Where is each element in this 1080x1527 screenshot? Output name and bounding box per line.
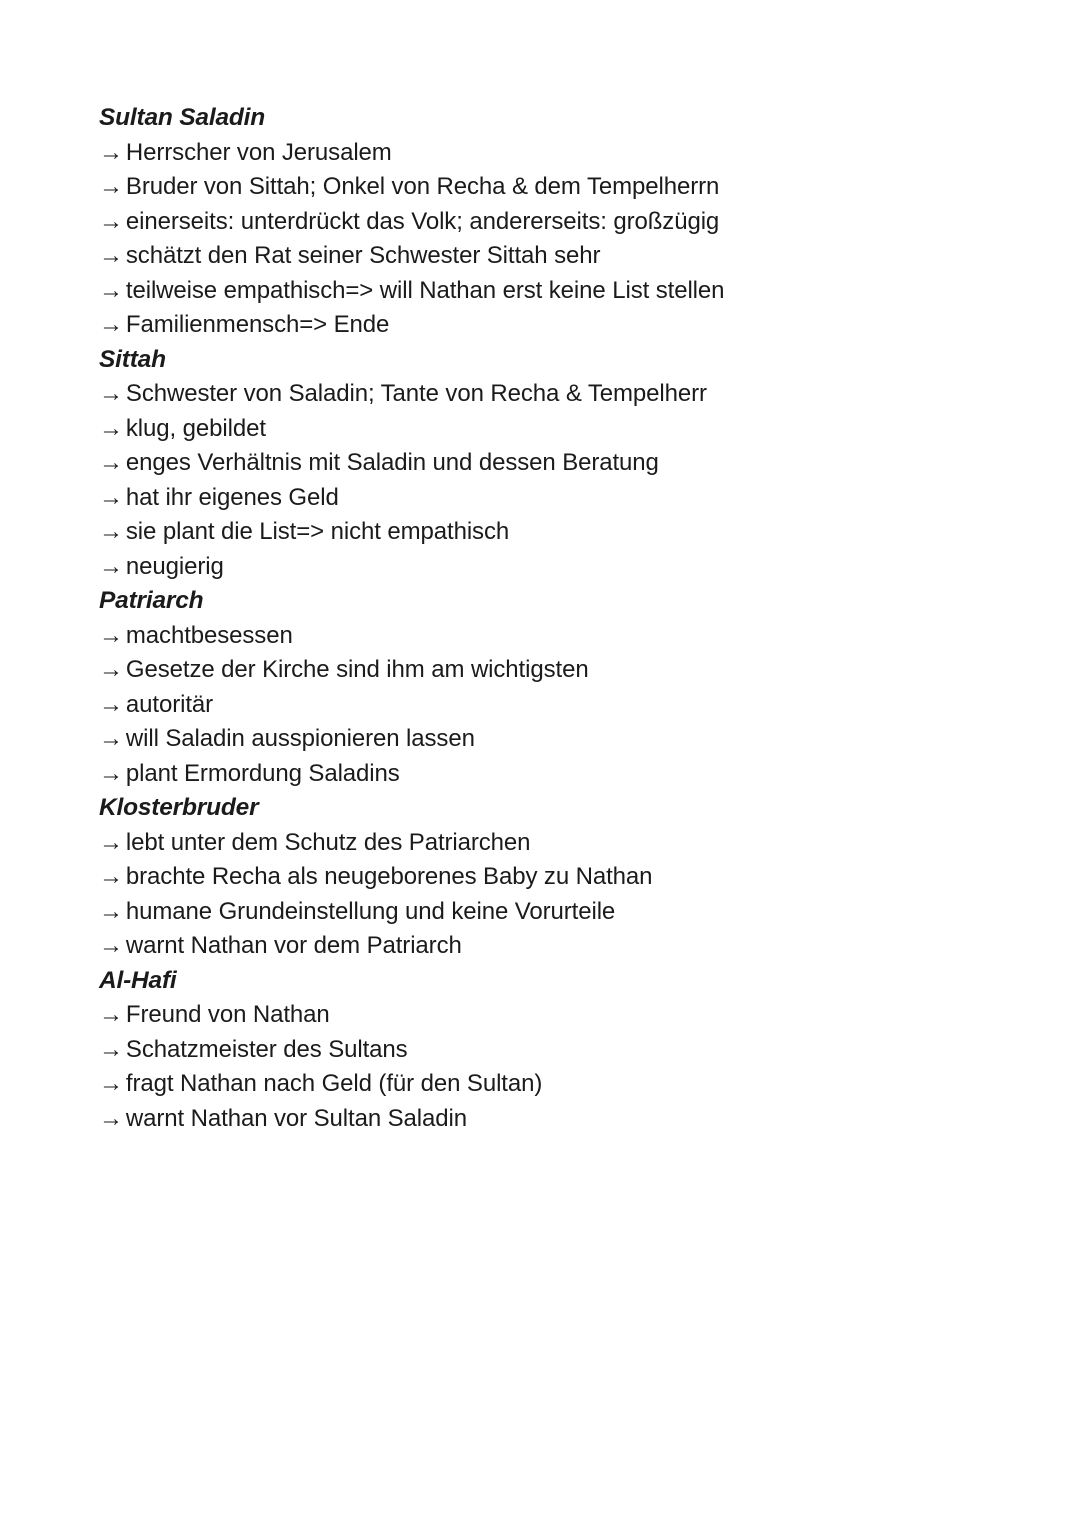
arrow-icon: →: [99, 863, 123, 890]
arrow-icon: →: [99, 759, 123, 787]
list-item-text: warnt Nathan vor dem Patriarch: [125, 932, 462, 959]
list-item-text: neugierig: [125, 552, 224, 580]
arrow-icon: →: [99, 552, 123, 580]
list-item: [99, 826, 1010, 861]
list-item-text: Schwester von Saladin; Tante von Recha & Tempelherr: [125, 380, 707, 407]
section-heading: Patriarch: [99, 587, 204, 614]
list-item-text: Gesetze der Kirche sind ihm am wichtigsten: [125, 656, 589, 683]
list-item-text: enges Verhältnis mit Saladin und dessen Beratung: [125, 449, 659, 476]
list-item: [99, 412, 1010, 447]
list-item-text: autoritär: [125, 690, 214, 718]
arrow-icon: →: [99, 449, 123, 476]
character-section: [99, 791, 1010, 964]
character-section: [99, 343, 1010, 585]
list-item: [99, 688, 1010, 723]
list-item: [99, 757, 1010, 792]
arrow-icon: →: [99, 1070, 123, 1097]
list-item-text: Familienmensch=> Ende: [125, 311, 390, 338]
list-item: [99, 1067, 1010, 1102]
character-section: [99, 584, 1010, 791]
list-item-text: humane Grundeinstellung und keine Vorurteile: [125, 897, 616, 925]
list-item-text: teilweise empathisch=> will Nathan erst keine List stellen: [125, 276, 725, 304]
section-heading: Sultan Saladin: [99, 104, 266, 131]
list-item-text: fragt Nathan nach Geld (für den Sultan): [125, 1070, 543, 1097]
arrow-icon: →: [99, 621, 123, 649]
arrow-icon: →: [99, 518, 123, 545]
character-section: [99, 101, 1010, 343]
list-item: [99, 1102, 1010, 1137]
list-item-text: klug, gebildet: [125, 414, 266, 442]
list-item-text: hat ihr eigenes Geld: [125, 483, 339, 511]
notes-page: [99, 101, 1010, 1136]
arrow-icon: →: [99, 656, 123, 683]
list-item: [99, 515, 1010, 550]
list-item: [99, 481, 1010, 516]
arrow-icon: →: [99, 828, 123, 856]
list-item: [99, 860, 1010, 895]
arrow-icon: →: [99, 311, 123, 338]
list-item-text: Bruder von Sittah; Onkel von Recha & dem Tempelherrn: [125, 173, 720, 200]
arrow-icon: →: [99, 690, 123, 718]
list-item-text: Schatzmeister des Sultans: [125, 1035, 408, 1063]
list-item: [99, 377, 1010, 412]
list-item: [99, 998, 1010, 1033]
arrow-icon: →: [99, 483, 123, 511]
list-item-text: machtbesessen: [125, 621, 293, 649]
list-item: [99, 205, 1010, 240]
list-item: [99, 550, 1010, 585]
arrow-icon: →: [99, 1104, 123, 1132]
list-item-text: Freund von Nathan: [125, 1001, 330, 1028]
list-item: [99, 170, 1010, 205]
list-item: [99, 136, 1010, 171]
arrow-icon: →: [99, 414, 123, 442]
arrow-icon: →: [99, 276, 123, 304]
list-item: [99, 274, 1010, 309]
section-heading: Klosterbruder: [99, 794, 259, 821]
list-item: [99, 929, 1010, 964]
list-item: [99, 619, 1010, 654]
arrow-icon: →: [99, 207, 123, 235]
list-item: [99, 239, 1010, 274]
list-item: [99, 895, 1010, 930]
character-section: [99, 964, 1010, 1137]
arrow-icon: →: [99, 173, 123, 200]
list-item: [99, 446, 1010, 481]
section-heading: Al-Hafi: [99, 966, 177, 994]
list-item-text: plant Ermordung Saladins: [125, 759, 400, 787]
list-item-text: sie plant die List=> nicht empathisch: [125, 518, 510, 545]
list-item: [99, 1033, 1010, 1068]
list-item: [99, 653, 1010, 688]
arrow-icon: →: [99, 138, 123, 166]
arrow-icon: →: [99, 1001, 123, 1028]
list-item-text: schätzt den Rat seiner Schwester Sittah sehr: [125, 242, 601, 269]
arrow-icon: →: [99, 725, 123, 752]
list-item-text: einerseits: unterdrückt das Volk; andererseits: großzügig: [125, 207, 720, 235]
list-item-text: will Saladin ausspionieren lassen: [125, 725, 475, 752]
section-heading: Sittah: [99, 345, 166, 373]
arrow-icon: →: [99, 1035, 123, 1063]
arrow-icon: →: [99, 897, 123, 925]
list-item: [99, 308, 1010, 343]
arrow-icon: →: [99, 932, 123, 959]
list-item-text: warnt Nathan vor Sultan Saladin: [125, 1104, 468, 1132]
list-item: [99, 722, 1010, 757]
list-item-text: brachte Recha als neugeborenes Baby zu Nathan: [125, 863, 653, 890]
list-item-text: lebt unter dem Schutz des Patriarchen: [125, 828, 531, 856]
list-item-text: Herrscher von Jerusalem: [125, 138, 392, 166]
arrow-icon: →: [99, 242, 123, 269]
arrow-icon: →: [99, 380, 123, 407]
